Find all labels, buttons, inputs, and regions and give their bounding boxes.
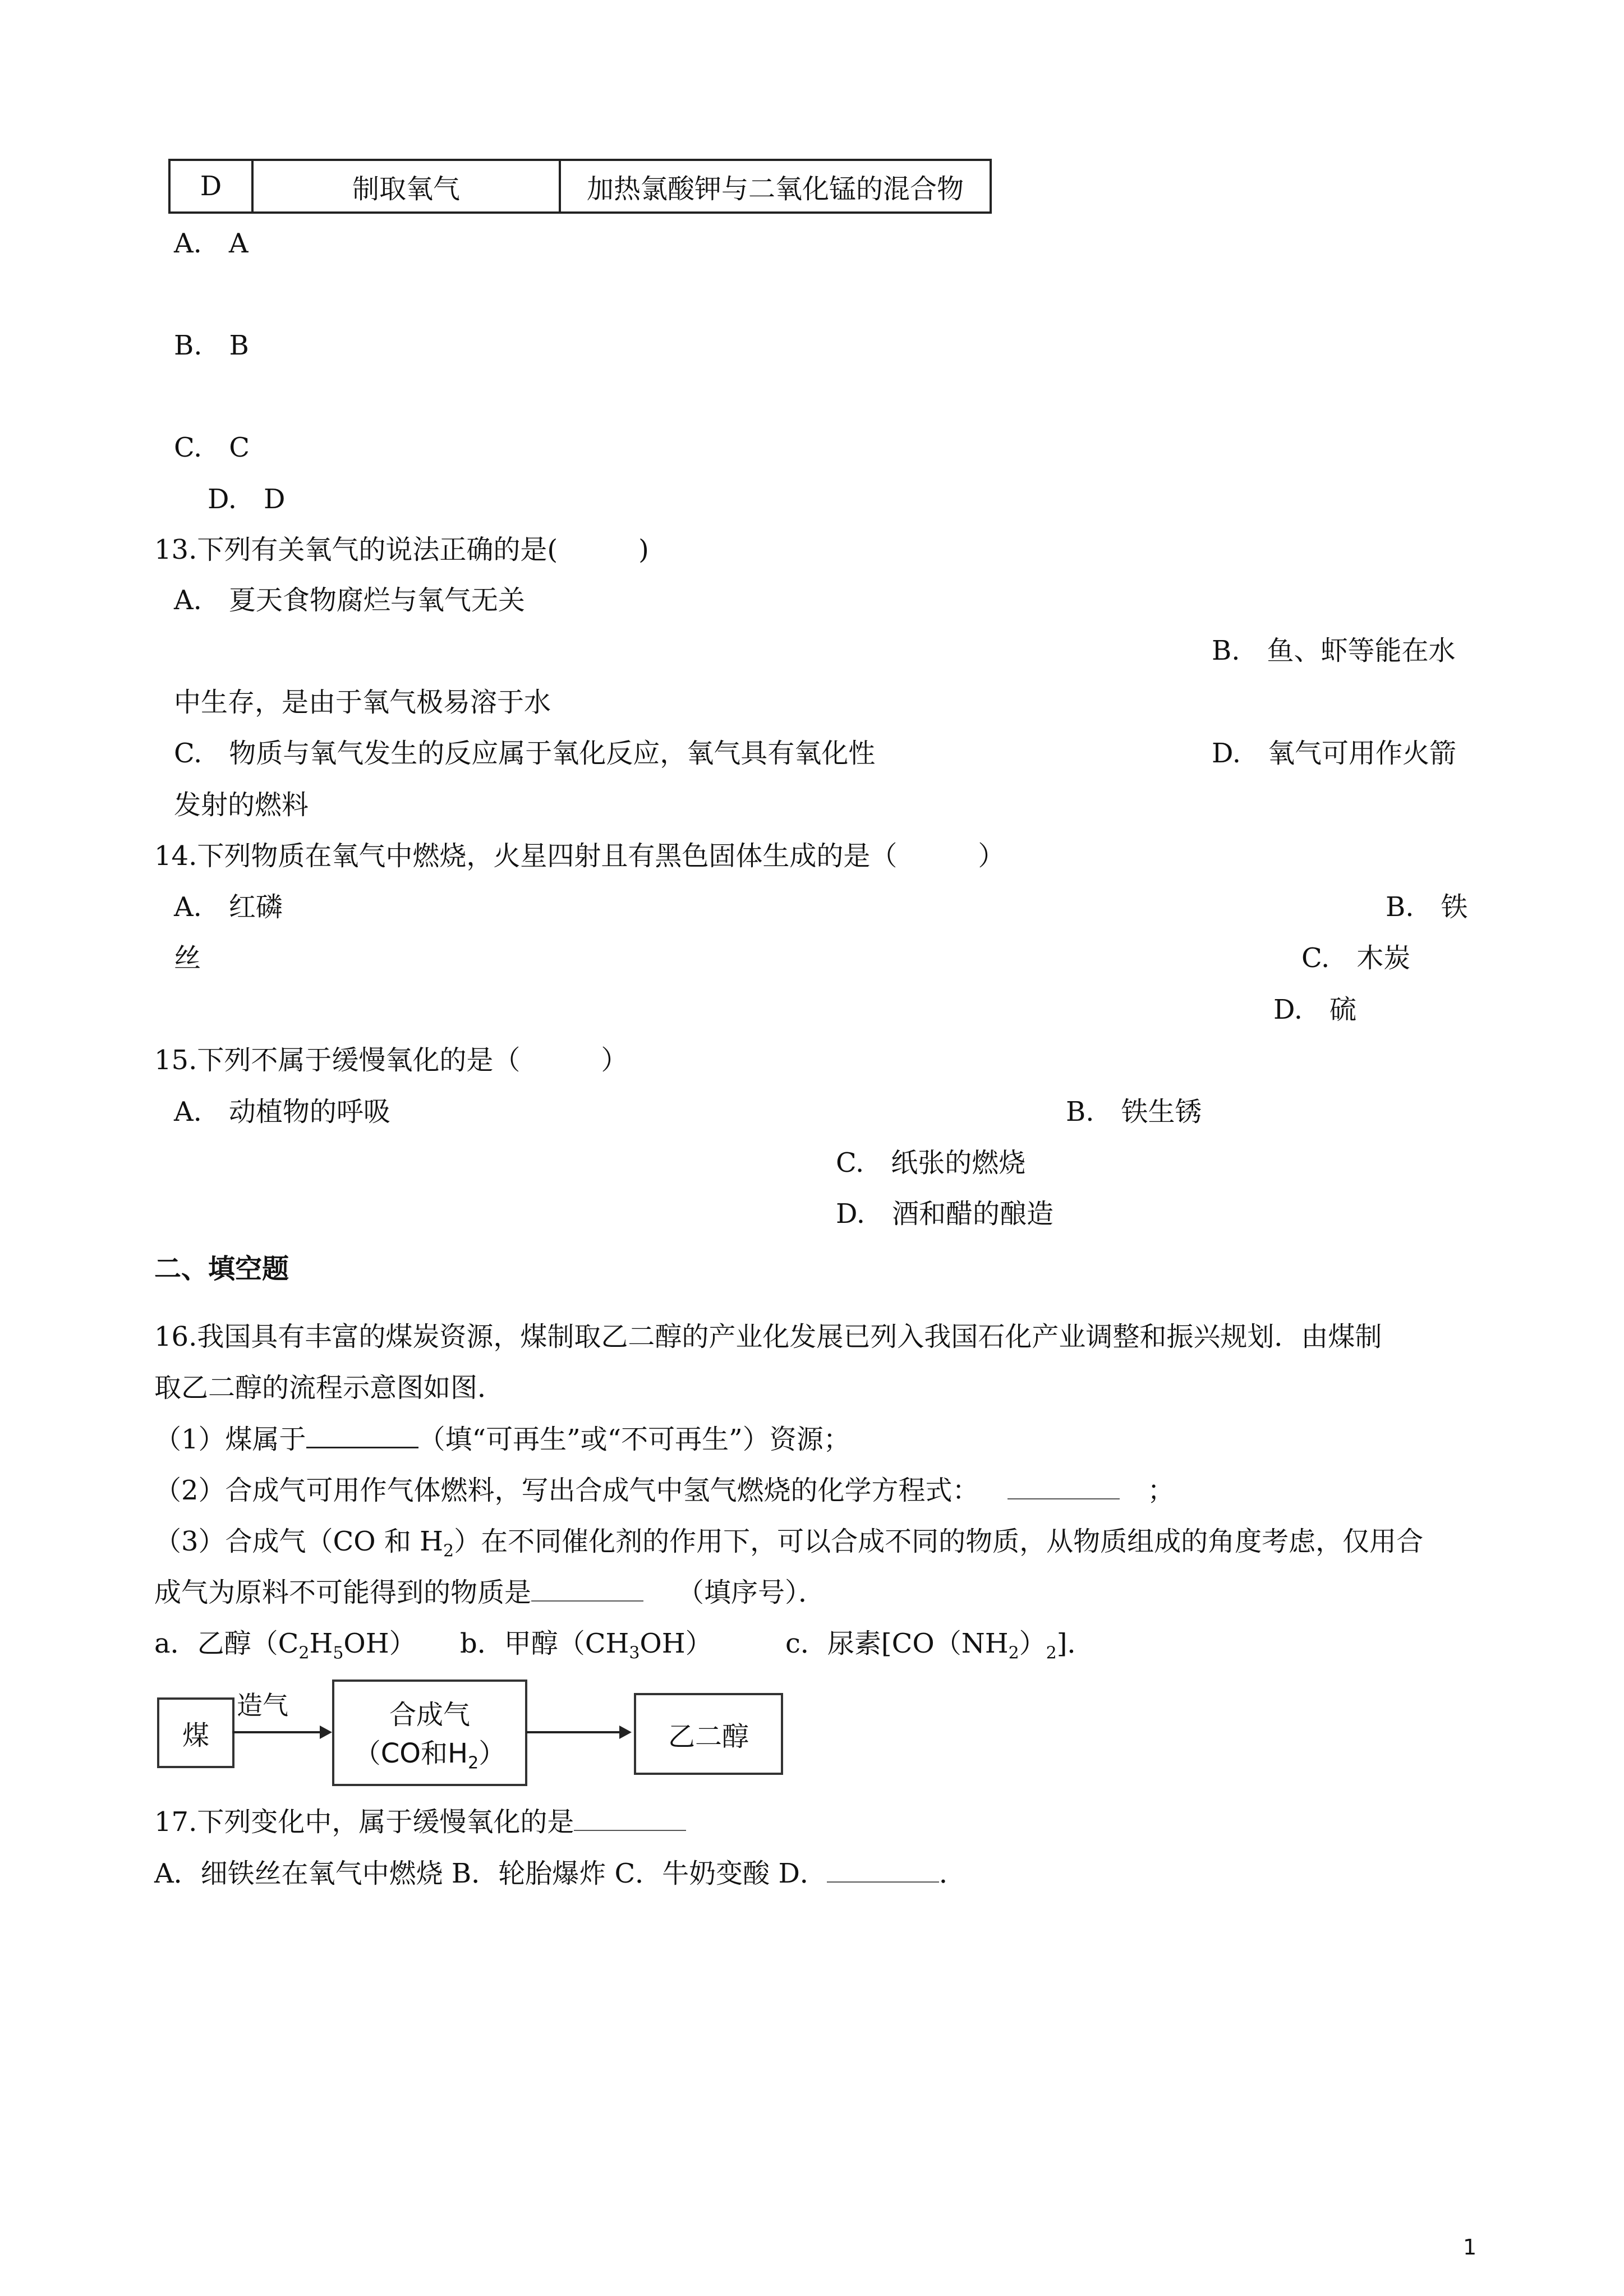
q12-option-c: C. C xyxy=(174,432,250,463)
q13-option-b: B. 鱼、虾等能在水 xyxy=(1212,635,1456,666)
q16-option-b-end: OH） xyxy=(640,1628,712,1659)
table-row xyxy=(169,160,991,213)
q15-option-c: C. 纸张的燃烧 xyxy=(836,1147,1026,1179)
q14-option-b: B. 铁 xyxy=(1386,891,1468,923)
flow-box-syngas-line2-end: ） xyxy=(479,1737,506,1769)
q12-option-a: A. A xyxy=(174,228,249,259)
q17-options-end: ． xyxy=(938,1858,966,1889)
q16-part3-text-a: （3）合成气（CO 和 H xyxy=(154,1526,443,1557)
section-title: 二、填空题 xyxy=(154,1253,289,1285)
q16-option-a-end: OH） xyxy=(343,1628,416,1659)
q17-stem xyxy=(154,1805,686,1839)
q16-option-c xyxy=(785,1627,1094,1671)
q16-option-c-mid: ） xyxy=(1019,1628,1046,1659)
q16-part3-line2-prefix: 成气为原料不可能得到的物质是 xyxy=(154,1577,532,1608)
flow-box-syngas-line2-text: （CO和H xyxy=(353,1737,468,1769)
q16-part2-suffix: ； xyxy=(1147,1475,1175,1506)
q16-option-c-end: ]． xyxy=(1056,1628,1094,1659)
flow-arrow-2 xyxy=(526,1731,629,1733)
flow-box-syngas xyxy=(332,1680,527,1786)
q16-part3-line1 xyxy=(154,1525,1423,1568)
flow-box-syngas-line2 xyxy=(354,1732,506,1773)
table-cell-letter: D xyxy=(169,160,252,213)
q15-option-a: A. 动植物的呼吸 xyxy=(174,1096,390,1128)
q16-answer-blank-2[interactable] xyxy=(1007,1498,1120,1499)
q14-option-a: A. 红磷 xyxy=(174,891,283,923)
q16-part2 xyxy=(154,1474,1175,1507)
q14-option-d: D. 硫 xyxy=(1273,994,1357,1025)
q16-answer-blank-1[interactable] xyxy=(306,1447,418,1448)
q17-options-text: A．细铁丝在氧气中燃烧 B．轮胎爆炸 C．牛奶变酸 D． xyxy=(154,1858,827,1889)
flow-box-glycol-label: 乙二醇 xyxy=(668,1720,749,1752)
q13-option-a: A. 夏天食物腐烂与氧气无关 xyxy=(174,585,525,616)
flow-box-coal-label: 煤 xyxy=(182,1719,209,1751)
q16-stem-line2: 取乙二醇的流程示意图如图． xyxy=(154,1372,505,1404)
q16-option-a xyxy=(154,1627,416,1671)
q16-option-b-text: b．甲醇（CH xyxy=(460,1628,629,1659)
q16-option-c-text: c．尿素[CO（NH xyxy=(785,1628,1009,1659)
q16-option-a-sub2: 5 xyxy=(333,1643,344,1663)
table-cell-method: 加热氯酸钾与二氧化锰的混合物 xyxy=(560,160,991,213)
flow-box-glycol xyxy=(634,1693,783,1775)
q16-part3-line2 xyxy=(154,1576,825,1609)
q13-option-d: D. 氧气可用作火箭 xyxy=(1212,738,1457,769)
q14-option-c: C. 木炭 xyxy=(1301,942,1411,974)
q16-option-a-text: a．乙醇（C xyxy=(154,1628,299,1659)
q16-option-a-mid: H xyxy=(309,1628,333,1659)
q16-answer-blank-3[interactable] xyxy=(531,1600,643,1602)
q15-option-d: D. 酒和醋的酿造 xyxy=(836,1198,1054,1230)
q16-option-c-sub1: 2 xyxy=(1008,1643,1019,1663)
q16-part1-suffix: （填“可再生”或“不可再生”）资源； xyxy=(418,1424,850,1455)
q12-option-d: D. D xyxy=(208,484,286,515)
q16-part2-prefix: （2）合成气可用作气体燃料，写出合成气中氢气燃烧的化学方程式： xyxy=(154,1475,979,1506)
flow-arrow-label: 造气 xyxy=(237,1690,288,1720)
q17-answer-blank-2[interactable] xyxy=(827,1881,939,1883)
q12-option-b: B. B xyxy=(174,330,249,361)
q13-stem: 13.下列有关氧气的说法正确的是( ) xyxy=(154,534,649,565)
flow-box-coal xyxy=(157,1697,234,1768)
page-number: 1 xyxy=(1463,2235,1477,2260)
answer-table xyxy=(168,159,992,214)
table-cell-purpose: 制取氧气 xyxy=(252,160,560,213)
q13-option-b-cont: 中生存，是由于氧气极易溶于水 xyxy=(174,687,551,718)
q16-part1-prefix: （1）煤属于 xyxy=(154,1424,306,1455)
q17-options xyxy=(154,1857,966,1890)
q16-part3-line2-suffix: （填序号）． xyxy=(677,1577,826,1608)
q15-option-b: B. 铁生锈 xyxy=(1066,1096,1202,1128)
q16-option-b xyxy=(460,1627,712,1671)
q16-part3-text-b: ）在不同催化剂的作用下，可以合成不同的物质，从物质组成的角度考虑，仅用合 xyxy=(454,1526,1424,1557)
q17-stem-text: 17.下列变化中，属于缓慢氧化的是 xyxy=(154,1806,574,1838)
flow-arrow-1 xyxy=(232,1731,330,1733)
flow-box-syngas-sub: 2 xyxy=(468,1753,479,1773)
q15-stem: 15.下列不属于缓慢氧化的是（ ） xyxy=(154,1045,628,1076)
q16-option-c-sub2: 2 xyxy=(1046,1643,1057,1663)
q13-option-c: C. 物质与氧气发生的反应属于氧化反应，氧气具有氧化性 xyxy=(174,738,876,769)
q14-stem: 14.下列物质在氧气中燃烧，火星四射且有黑色固体生成的是（ ） xyxy=(154,840,1005,872)
q14-option-b-cont: 丝 xyxy=(174,942,201,974)
q16-part1 xyxy=(154,1423,850,1456)
flow-box-syngas-line1: 合成气 xyxy=(389,1699,470,1731)
q16-part3-sub: 2 xyxy=(443,1541,454,1561)
q17-answer-blank-1[interactable] xyxy=(574,1830,686,1831)
q13-option-d-cont: 发射的燃料 xyxy=(174,789,309,821)
q16-option-a-sub1: 2 xyxy=(298,1643,310,1663)
q16-option-b-sub: 3 xyxy=(629,1643,640,1663)
q16-stem-line1: 16.我国具有丰富的煤炭资源，煤制取乙二醇的产业化发展已列入我国石化产业调整和振兴规划．由煤制 xyxy=(154,1321,1382,1352)
